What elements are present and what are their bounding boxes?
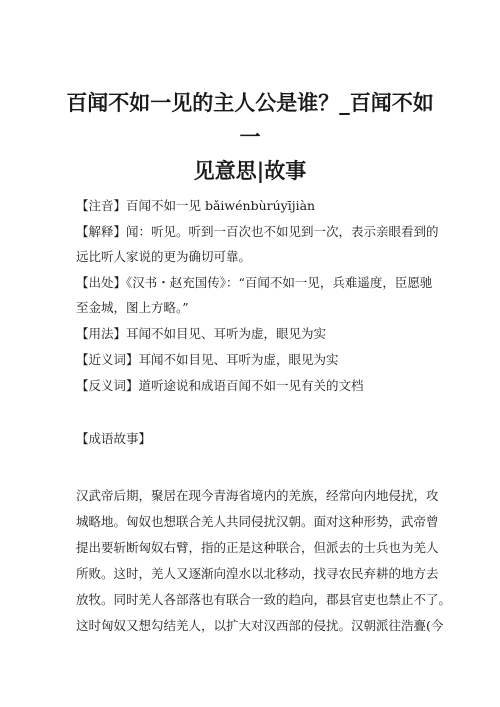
entry-explanation-line-1: 【解释】闻：听见。听到一百次也不如见到一次，表示亲眼看到的 [76, 224, 439, 239]
entry-source-line-2: 至金城，图上方略。” [76, 300, 189, 315]
title-line-1: 百闻不如一见的主人公是谁？_百闻不如一 [66, 90, 434, 149]
story-line: 这时匈奴又想勾结羌人，以扩大对汉西部的侵扰。汉朝派往浩亹(今 [76, 618, 444, 633]
story-line: 城略地。匈奴也想联合羌人共同侵扰汉朝。面对这种形势，武帝曾 [76, 514, 439, 529]
entry-synonyms: 【近义词】耳闻不如目见、耳听为虚，眼见为实 [76, 352, 339, 367]
entry-explanation-line-2: 远比听人家说的更为确切可靠。 [76, 249, 252, 264]
story-line: 提出要斩断匈奴右臂，指的正是这种联合，但派去的士兵也为羌人 [76, 540, 439, 555]
entry-antonyms: 【反义词】道听途说和成语百闻不如一见有关的文档 [76, 378, 364, 393]
story-line: 所败。这时，羌人又逐渐向湟水以北移动，找寻农民弃耕的地方去 [76, 566, 439, 581]
title-line-2: 见意思|故事 [193, 158, 307, 183]
story-heading: 【成语故事】 [76, 431, 152, 446]
story-line: 放牧。同时羌人各部落也有联合一致的趋向，郡县官吏也禁止不了。 [76, 592, 452, 607]
entry-usage: 【用法】耳闻不如目见、耳听为虚，眼见为实 [76, 326, 327, 341]
entry-source-line-1: 【出处】《汉书・赵充国传》：“百闻不如一见，兵难遥度，臣愿驰 [76, 275, 433, 290]
document-title [60, 86, 440, 188]
story-line: 汉武帝后期，聚居在现今青海省境内的羌族，经常向内地侵扰，攻 [76, 488, 439, 503]
entry-pinyin: 【注音】百闻不如一见 bǎiwénbùrúyījiàn [76, 198, 316, 213]
